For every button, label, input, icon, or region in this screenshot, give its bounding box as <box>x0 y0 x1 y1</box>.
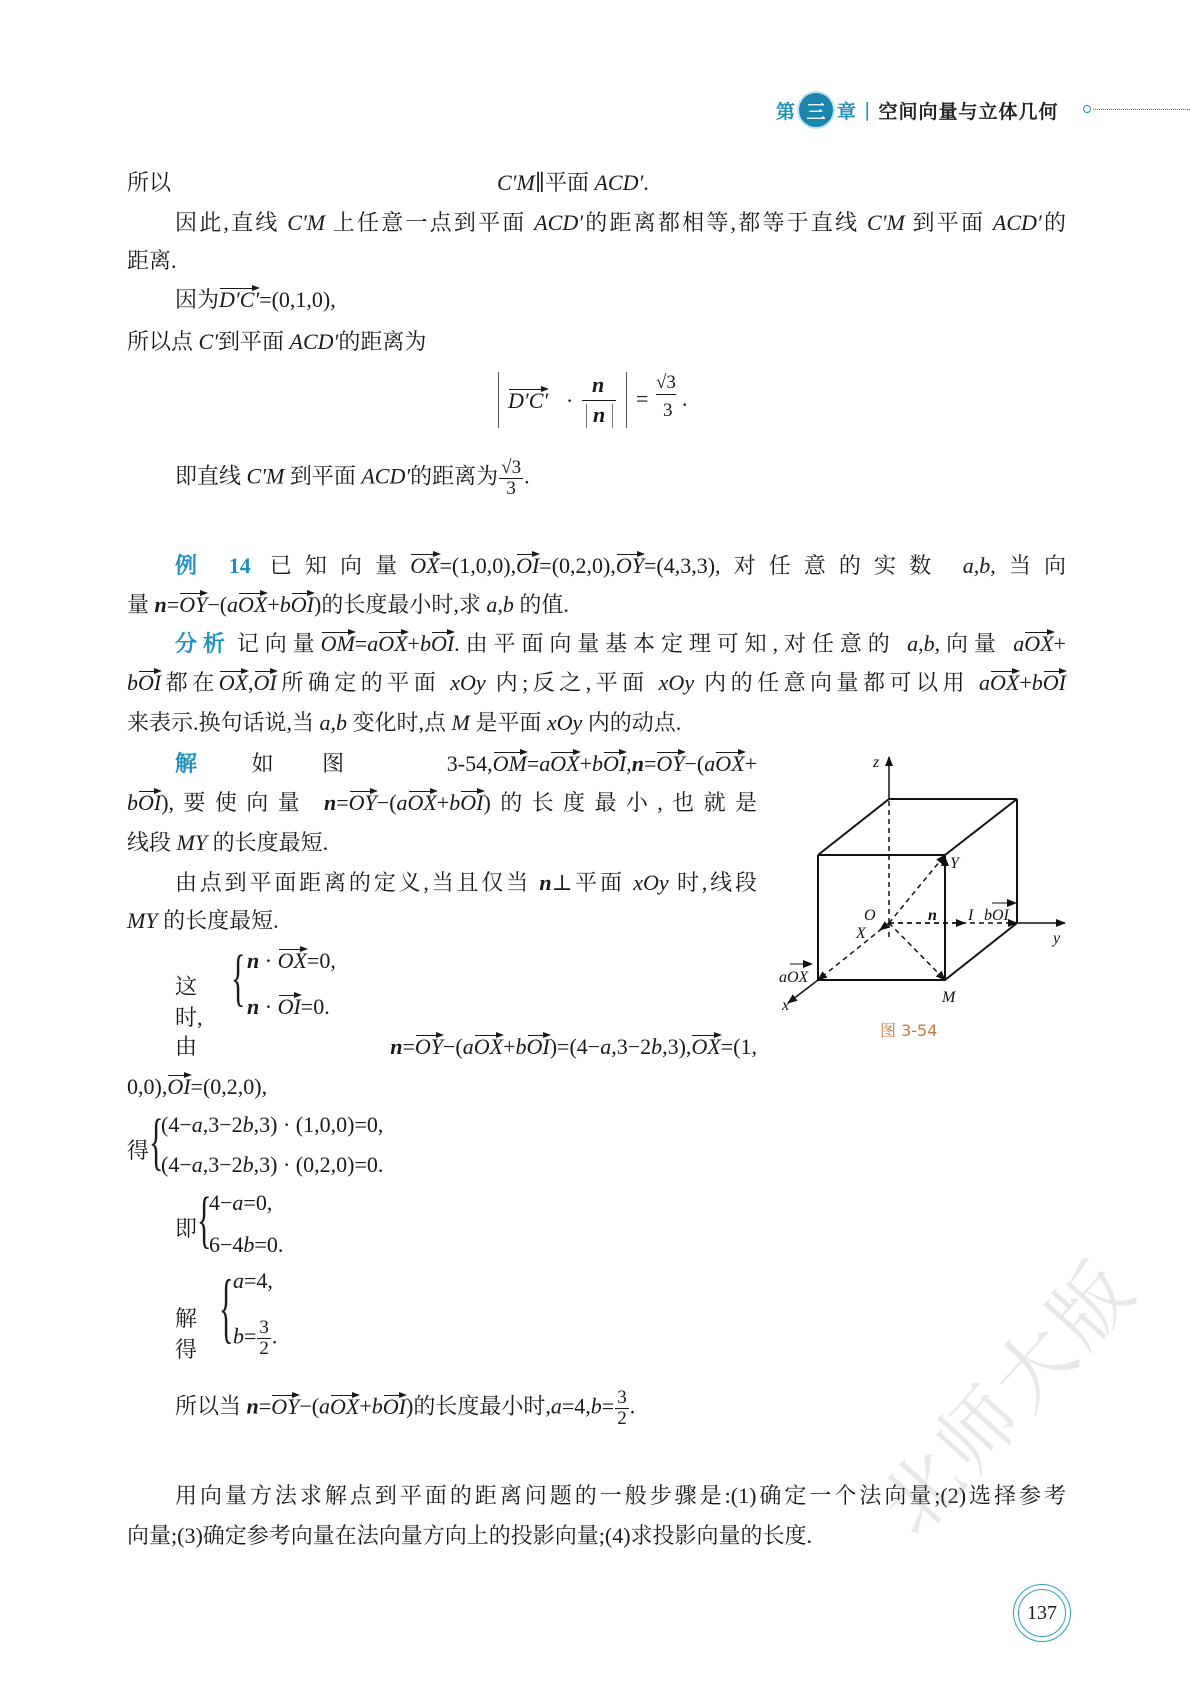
vector: OI <box>1042 670 1066 695</box>
text: ,当向 <box>990 553 1066 578</box>
text: 所以 <box>127 170 172 195</box>
system-label: 即 <box>175 1216 198 1241</box>
chapter-header <box>776 92 1058 128</box>
math-var: b <box>127 790 138 815</box>
formula-result-denominator: 3 <box>663 400 673 421</box>
text: ),要使向量 <box>161 790 324 815</box>
text-line <box>127 246 177 276</box>
text: = <box>244 1323 257 1349</box>
text: ,3−2 <box>202 1152 243 1177</box>
numerator: √3 <box>501 457 522 478</box>
text: 距离. <box>127 248 177 273</box>
text: 由 <box>175 1034 391 1059</box>
bold-vector: n <box>539 870 552 895</box>
solution-line <box>127 906 279 936</box>
system-row <box>233 1318 277 1359</box>
text: ∥平面 <box>534 170 595 195</box>
solution-line <box>127 788 757 818</box>
math-var: a <box>1013 631 1025 656</box>
text: ,3−2 <box>611 1034 652 1059</box>
math-var: xOy <box>633 870 669 895</box>
text: −( <box>299 1393 320 1419</box>
text: ⊥平面 <box>551 870 634 895</box>
system-row <box>247 946 336 974</box>
analysis-line <box>175 629 1066 659</box>
label-I: I <box>968 907 974 924</box>
text-line <box>497 168 649 198</box>
header-separator: | <box>864 99 871 121</box>
text: −( <box>376 790 397 815</box>
text: 因此,直线 <box>175 210 288 235</box>
math-var: b <box>1031 670 1043 695</box>
math-var: M <box>451 710 470 735</box>
brace: { <box>149 1108 164 1178</box>
figure-caption: 图 3-54 <box>880 1021 938 1040</box>
text: 是平面 <box>469 710 547 735</box>
math-var: xOy <box>546 710 583 735</box>
vector: OX <box>410 553 440 578</box>
label-Y: Y <box>950 855 959 872</box>
math-var: b <box>590 1393 602 1419</box>
label-y: y <box>1053 930 1061 947</box>
vector: OM <box>320 631 355 656</box>
math-var: xOy <box>450 670 486 695</box>
math-var: a <box>907 631 919 656</box>
section-label: 例 14 <box>175 553 251 578</box>
math-var: b <box>371 1393 383 1419</box>
vector: OX <box>218 670 249 695</box>
text: = <box>643 751 657 776</box>
vector: OX <box>330 1393 360 1419</box>
text-line <box>127 327 426 357</box>
text: . <box>643 170 649 195</box>
text: 如图 3-54, <box>251 751 493 776</box>
text: 来表示.换句话说,当 <box>127 710 320 735</box>
math-var: xOy <box>658 670 695 695</box>
text: 到平面 <box>218 329 290 354</box>
formula-denominator: n <box>593 402 606 427</box>
math-var: a <box>979 670 991 695</box>
math-var: C′M <box>497 170 535 195</box>
math-var: b <box>651 1034 663 1059</box>
math-var: b <box>279 592 291 617</box>
text: .由平面向量基本定理可知,对任意的 <box>454 631 908 656</box>
vector: OY <box>179 592 208 617</box>
math-var: a <box>233 1268 244 1293</box>
vector: OY <box>348 790 377 815</box>
vector: OX <box>407 790 437 815</box>
text: 到平面 <box>284 463 362 489</box>
text: 4− <box>209 1190 233 1215</box>
formula-equals: = <box>636 386 649 411</box>
math-var: ACD′ <box>594 170 644 195</box>
text: )的长度最小时,求 <box>314 592 487 617</box>
math-var: b <box>127 670 138 695</box>
text: 即直线 <box>175 463 247 489</box>
vector: OM <box>492 751 527 776</box>
text: =0. <box>300 994 330 1019</box>
cube-figure <box>760 740 1080 1025</box>
chapter-prefix: 第 <box>776 100 796 123</box>
solution-line <box>175 749 757 779</box>
vector: D′C′ <box>219 287 260 312</box>
note-line <box>127 1521 812 1551</box>
math-var: a <box>191 1152 203 1177</box>
vector: OX <box>473 1034 504 1059</box>
chapter-title: 空间向量与立体几何 <box>878 100 1059 123</box>
math-var: a <box>962 553 974 578</box>
system-row <box>209 1190 272 1216</box>
text: . <box>629 1393 636 1419</box>
text: , <box>626 751 632 776</box>
label-aOX: aOX <box>779 969 809 986</box>
text: ,3) · (0,2,0)=0. <box>253 1152 384 1177</box>
text: =0. <box>254 1232 284 1257</box>
text: = <box>166 592 180 617</box>
example-line <box>127 590 569 620</box>
math-var: b <box>242 1152 254 1177</box>
system-row <box>209 1232 283 1258</box>
page-number: 137 <box>1018 1589 1066 1637</box>
system-row <box>233 1268 273 1294</box>
text-line <box>127 168 171 198</box>
math-var: MY <box>176 830 208 855</box>
text: =4, <box>561 1393 591 1419</box>
text-line <box>175 458 530 499</box>
math-var: a <box>319 710 331 735</box>
system-label: 这时, <box>175 974 203 1030</box>
math-var: a <box>539 751 551 776</box>
math-var: a <box>232 1190 244 1215</box>
text: 所确定的平面 <box>276 670 451 695</box>
math-var: b <box>242 1112 254 1137</box>
text: ,3−2 <box>202 1112 243 1137</box>
text: ,向量 <box>934 631 1014 656</box>
solution-line <box>127 1072 267 1102</box>
bold-vector: n <box>390 1034 403 1059</box>
page-number-badge <box>1013 1584 1071 1642</box>
system-row <box>247 992 330 1020</box>
vector: OI <box>138 670 162 695</box>
axes <box>788 757 1065 1003</box>
text: 向量;(3)确定参考向量在法向量方向上的投影向量;(4)求投影向量的长度. <box>127 1523 813 1548</box>
text: 内的动点. <box>582 710 682 735</box>
text: = <box>601 1393 615 1419</box>
text: + <box>267 592 280 617</box>
text: )的长度最小时, <box>406 1393 551 1419</box>
math-var: MY <box>127 908 158 933</box>
section-label: 分析 <box>175 631 231 656</box>
vector: OY <box>414 1034 444 1059</box>
math-var: b <box>923 631 935 656</box>
text: =0, <box>306 948 336 973</box>
text: 0,0), <box>127 1074 168 1099</box>
vector: OX <box>990 670 1020 695</box>
analysis-line <box>127 708 681 738</box>
text: · <box>259 994 278 1019</box>
text: . <box>524 463 530 489</box>
conclusion-line <box>175 1388 635 1429</box>
vector: OX <box>378 631 408 656</box>
bold-vector: n <box>247 948 260 973</box>
text: 所以点 <box>127 329 199 354</box>
text: + <box>359 1393 372 1419</box>
text: (4− <box>161 1112 192 1137</box>
vector: OI <box>516 553 540 578</box>
example-line <box>175 551 1066 581</box>
text: 记向量 <box>236 631 321 656</box>
math-var: a <box>227 592 239 617</box>
math-var: b <box>336 710 348 735</box>
math-var: C′M <box>246 463 285 489</box>
vector: OI <box>382 1393 407 1419</box>
text: 内;反之,平面 <box>485 670 659 695</box>
text: = <box>354 631 368 656</box>
vector: OI <box>603 751 627 776</box>
brace: { <box>219 1266 234 1352</box>
text: = <box>258 1393 272 1419</box>
chapter-number-badge: 三 <box>799 93 833 127</box>
fraction <box>257 1318 271 1359</box>
text: 的值. <box>513 592 569 617</box>
text: =(1,0,0), <box>439 553 517 578</box>
text: 所以当 <box>175 1393 247 1419</box>
text: 的长度最短. <box>157 908 279 933</box>
text: 上任意一点到平面 <box>325 210 535 235</box>
analysis-line <box>127 668 1066 698</box>
text: )=(4− <box>549 1034 601 1059</box>
text: )的长度最小,也就是 <box>483 790 758 815</box>
vector: OX <box>550 751 580 776</box>
hidden-lines <box>818 799 1017 980</box>
text: + <box>503 1034 516 1059</box>
vector: OX <box>715 751 745 776</box>
text: =0, <box>243 1190 273 1215</box>
vector: OX <box>277 948 307 973</box>
math-var: ACD′ <box>992 210 1042 235</box>
text: · <box>259 948 278 973</box>
text: = <box>526 751 540 776</box>
bold-vector: n <box>154 592 167 617</box>
text: , <box>973 553 980 578</box>
denominator: 3 <box>506 478 516 499</box>
text-line <box>175 285 336 315</box>
vector: OI <box>167 1074 191 1099</box>
text: =(4,3,3),对任意的实数 <box>643 553 963 578</box>
vector: OY <box>271 1393 300 1419</box>
text: 由点到平面距离的定义,当且仅当 <box>175 870 540 895</box>
vector: OI <box>138 790 162 815</box>
text: −( <box>684 751 705 776</box>
formula-vector: D′C′ <box>508 388 549 413</box>
text: =(1, <box>720 1034 757 1059</box>
math-var: b <box>515 1034 527 1059</box>
system-label: 得 <box>127 1138 150 1163</box>
text: 到平面 <box>904 210 993 235</box>
label-vector-arrows <box>790 903 1016 964</box>
math-var: a <box>486 592 498 617</box>
text: 的 <box>1041 210 1066 235</box>
math-var: C′M <box>867 210 905 235</box>
solution-line <box>127 828 328 858</box>
text: 的距离为 <box>338 329 427 354</box>
math-var: a <box>396 790 408 815</box>
text: 量 <box>127 592 155 617</box>
formula-dot: · <box>566 388 574 413</box>
cube-edges <box>818 799 1017 980</box>
text: 的长度最短. <box>207 830 329 855</box>
text: = <box>402 1034 415 1059</box>
text: ,3), <box>662 1034 692 1059</box>
chapter-suffix: 章 <box>837 100 857 123</box>
text: = <box>336 790 349 815</box>
text: 的距离都相等,都等于直线 <box>583 210 868 235</box>
vector: OI <box>460 790 484 815</box>
vector: OY <box>656 751 685 776</box>
numerator: 3 <box>617 1387 627 1408</box>
bold-vector: n <box>246 1393 259 1419</box>
math-var: a <box>704 751 716 776</box>
system-row <box>161 1112 383 1138</box>
text: =(0,1,0), <box>259 287 336 312</box>
bold-vector: n <box>247 994 260 1019</box>
math-var: a <box>462 1034 474 1059</box>
label-X: X <box>856 925 866 942</box>
vector: OI <box>253 670 277 695</box>
text: =(0,2,0), <box>539 553 616 578</box>
text-line <box>175 208 1066 238</box>
formula-numerator: n <box>592 372 605 397</box>
text: + <box>744 751 757 776</box>
math-var: ACD′ <box>289 329 339 354</box>
vector: OI <box>277 994 301 1019</box>
math-var: a <box>550 1393 562 1419</box>
text: 变化时,点 <box>347 710 452 735</box>
text: , <box>330 710 337 735</box>
vector: OY <box>615 553 644 578</box>
text: , <box>918 631 924 656</box>
section-label: 解 <box>175 751 246 776</box>
text: −( <box>207 592 228 617</box>
system-row <box>161 1152 383 1178</box>
solution-line <box>175 868 757 898</box>
denominator: 2 <box>617 1408 627 1429</box>
fraction <box>499 458 523 499</box>
text: 的距离为 <box>410 463 499 489</box>
label-z: z <box>873 754 880 771</box>
math-var: a <box>191 1112 203 1137</box>
bold-vector: n <box>631 751 644 776</box>
brace: { <box>231 944 246 1014</box>
math-var: C′ <box>198 329 219 354</box>
brace: { <box>197 1186 212 1256</box>
label-bOI: bOI <box>984 907 1009 924</box>
text: . <box>271 1323 278 1349</box>
math-var: b <box>243 1232 255 1257</box>
text: ,3) · (1,0,0)=0, <box>253 1112 384 1137</box>
math-var: b <box>419 631 431 656</box>
solution-line <box>175 1032 757 1062</box>
system-label: 解得 <box>175 1306 198 1362</box>
text: =4, <box>244 1268 273 1293</box>
vector: OX <box>691 1034 721 1059</box>
label-n: n <box>928 907 937 924</box>
numerator: 3 <box>259 1317 269 1338</box>
watermark: 北师大版 <box>863 1242 1156 1553</box>
bold-vector: n <box>324 790 337 815</box>
text: −( <box>443 1034 463 1059</box>
vector: OI <box>290 592 315 617</box>
math-var: a <box>367 631 379 656</box>
text: 因为 <box>175 287 220 312</box>
text: , <box>248 670 254 695</box>
label-M: M <box>942 989 956 1006</box>
text: 内的任意向量都可以用 <box>694 670 980 695</box>
math-var: ACD′ <box>534 210 584 235</box>
fraction <box>615 1388 629 1429</box>
text: + <box>436 790 450 815</box>
vector: OI <box>526 1034 550 1059</box>
math-var: b <box>502 592 514 617</box>
formula-result-numerator: √3 <box>656 372 676 393</box>
vector: OX <box>238 592 268 617</box>
math-var: ACD′ <box>361 463 411 489</box>
math-var: C′M <box>287 210 326 235</box>
math-var: a <box>600 1034 612 1059</box>
text: 6−4 <box>209 1232 244 1257</box>
math-var: b <box>979 553 991 578</box>
label-x: x <box>782 997 790 1014</box>
formula-period: . <box>682 386 688 411</box>
text: 线段 <box>127 830 177 855</box>
text: + <box>579 751 592 776</box>
text: 用向量方法求解点到平面的距离问题的一般步骤是:(1)确定一个法向量;(2)选择参考 <box>175 1483 1066 1508</box>
math-var: b <box>592 751 603 776</box>
label-O: O <box>864 907 876 924</box>
header-dot-icon <box>1083 105 1091 113</box>
text: (4− <box>161 1152 192 1177</box>
vector: OI <box>430 631 455 656</box>
math-var: b <box>233 1323 244 1349</box>
denominator: 2 <box>259 1338 269 1359</box>
text: 已知向量 <box>256 553 411 578</box>
vector: OX <box>1024 631 1054 656</box>
text: =(0,2,0), <box>190 1074 268 1099</box>
text: 时,线段 <box>668 870 757 895</box>
text: + <box>407 631 420 656</box>
text: , <box>497 592 503 617</box>
math-var: a <box>319 1393 331 1419</box>
text: + <box>1019 670 1032 695</box>
header-dotted-rule <box>1093 109 1190 110</box>
math-var: b <box>449 790 461 815</box>
text: + <box>1053 631 1066 656</box>
text: 都在 <box>161 670 219 695</box>
